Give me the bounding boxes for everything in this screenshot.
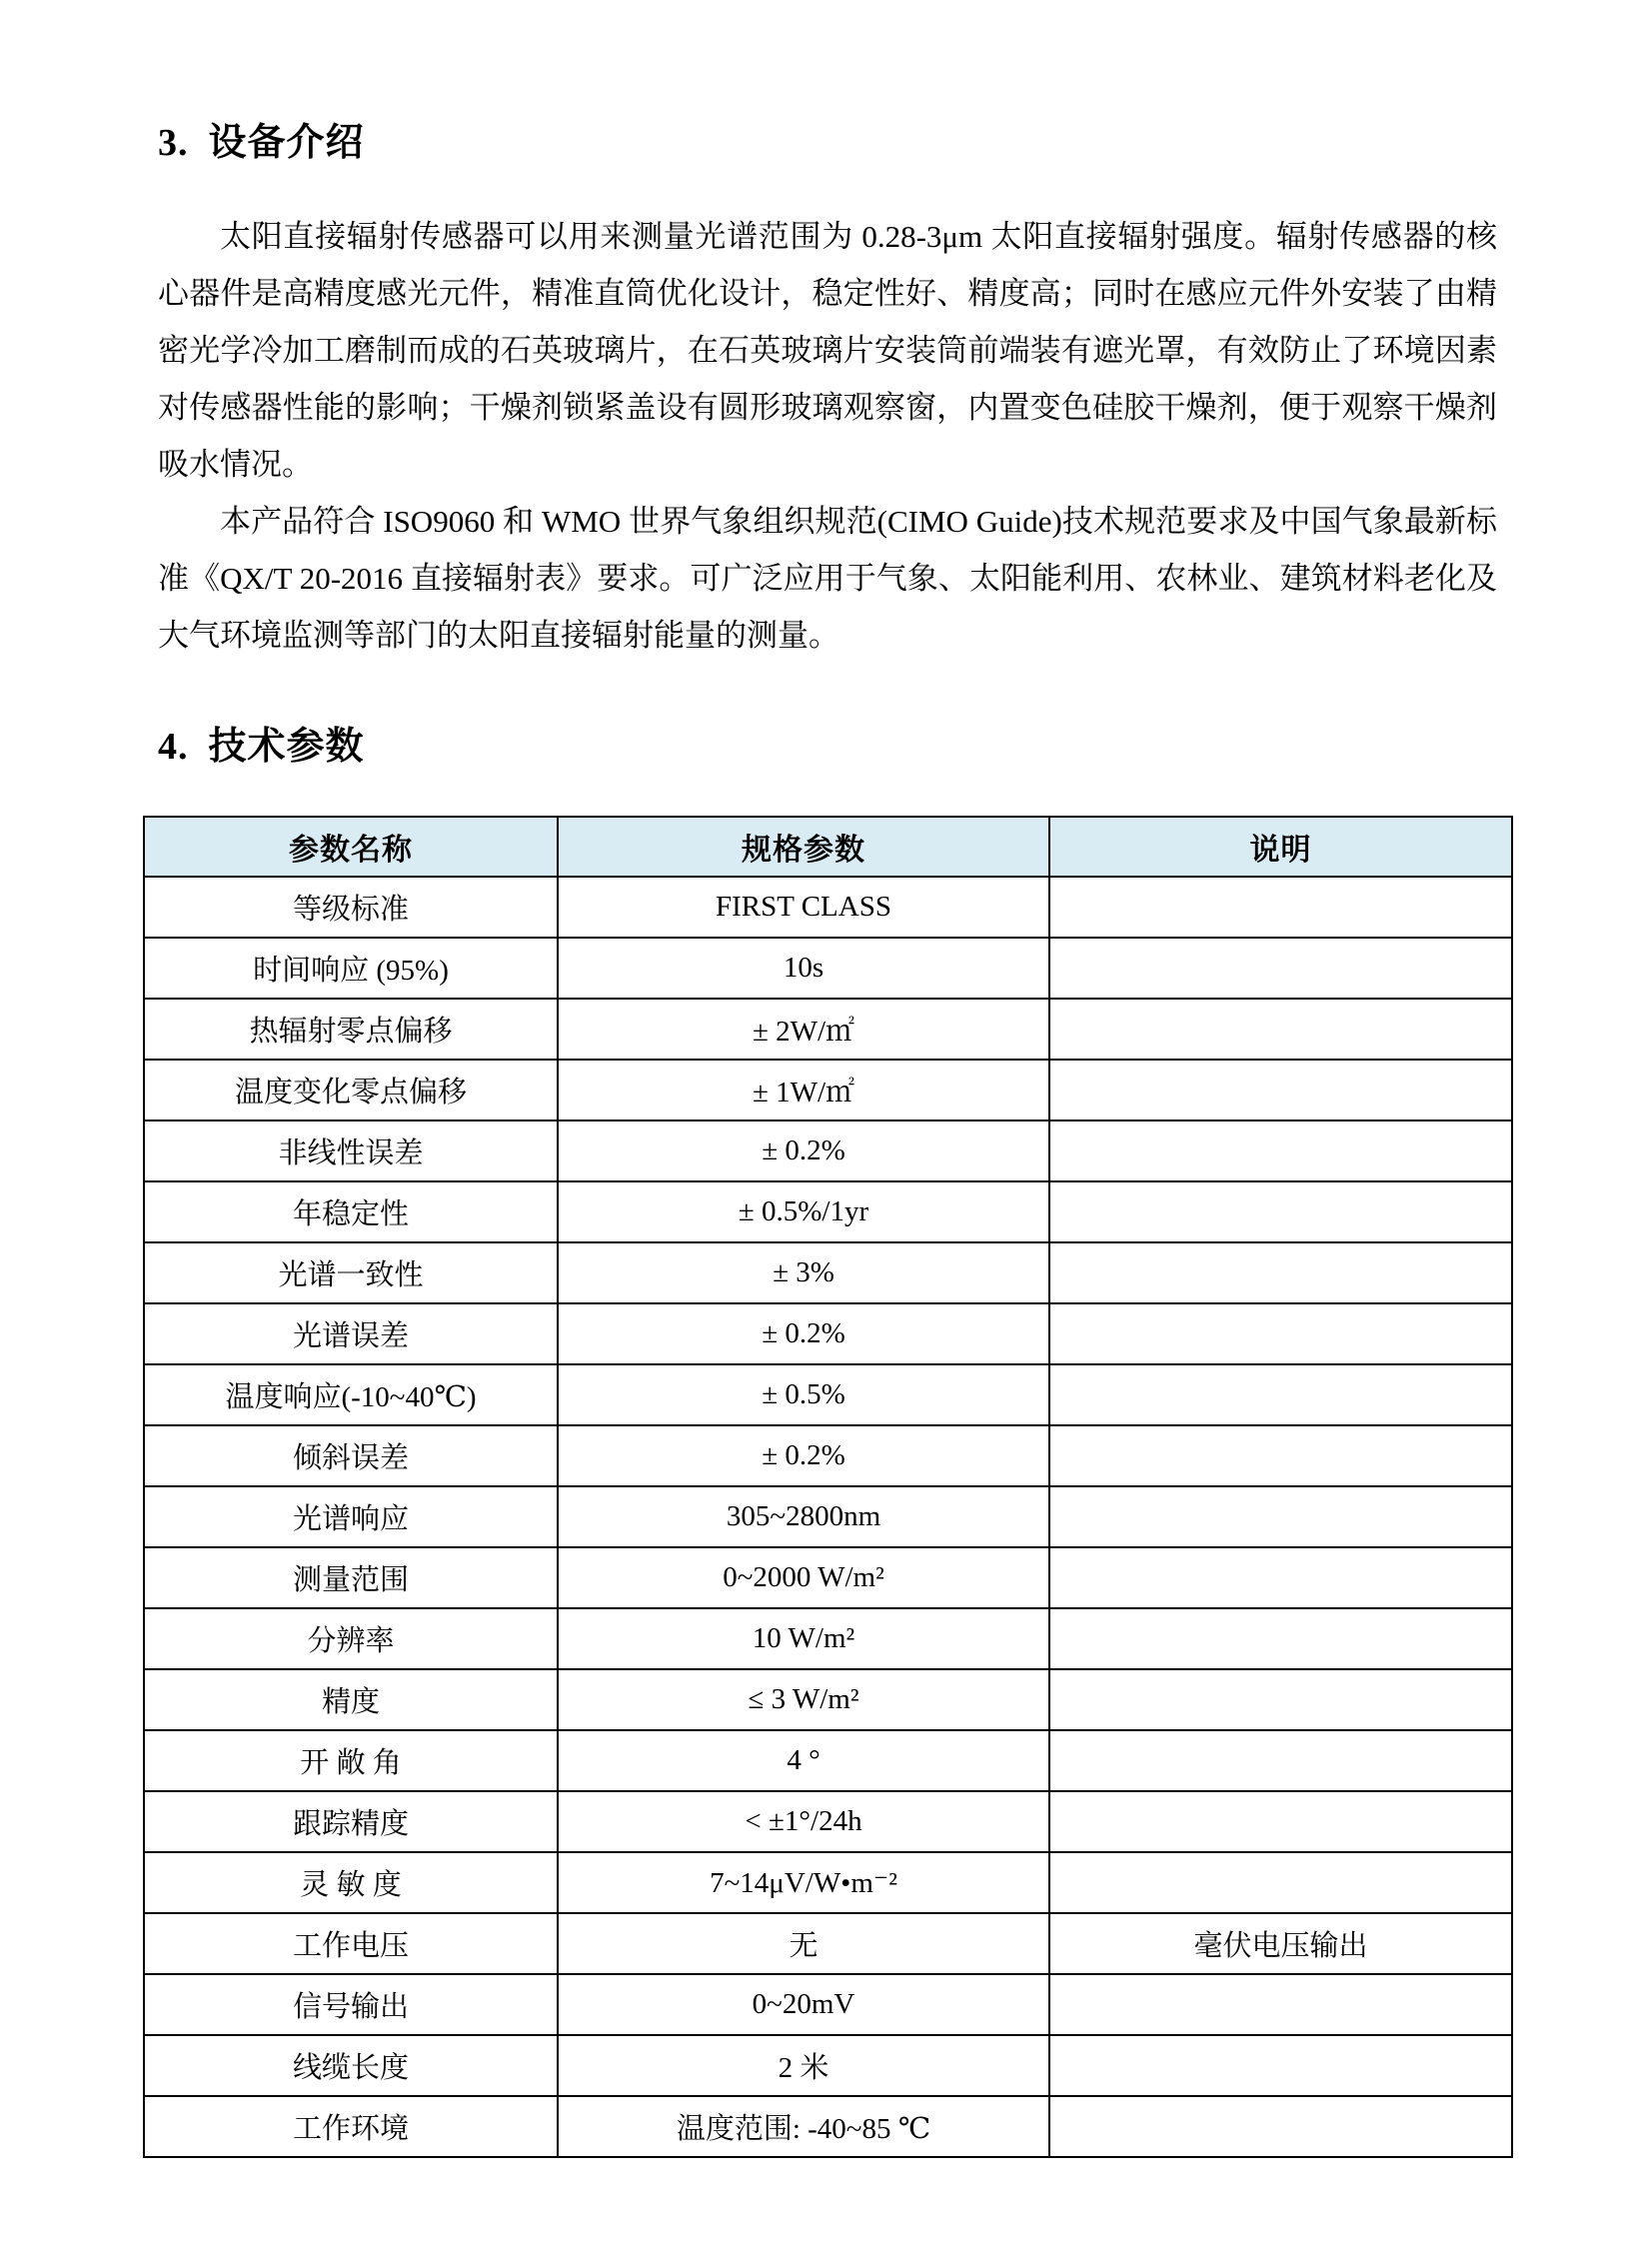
param-note-cell: 毫伏电压输出 — [1049, 1913, 1512, 1974]
table-row — [144, 1120, 1512, 1181]
param-spec-cell: ± 2W/㎡ — [558, 999, 1049, 1060]
table-row — [144, 1425, 1512, 1486]
param-note-cell — [1049, 1364, 1512, 1425]
param-note-cell — [1049, 1852, 1512, 1913]
param-note-cell — [1049, 1181, 1512, 1242]
param-note-cell — [1049, 1974, 1512, 2035]
param-note-cell — [1049, 938, 1512, 999]
param-name-cell: 工作环境 — [144, 2096, 558, 2157]
param-spec-cell: 无 — [558, 1913, 1049, 1974]
table-row — [144, 1608, 1512, 1669]
param-name-cell: 灵 敏 度 — [144, 1852, 558, 1913]
table-row — [144, 1181, 1512, 1242]
table-row — [144, 1547, 1512, 1608]
table-row — [144, 2096, 1512, 2157]
param-spec-cell: 2 米 — [558, 2035, 1049, 2096]
param-spec-cell: 0~2000 W/m² — [558, 1547, 1049, 1608]
param-note-cell — [1049, 1730, 1512, 1791]
param-spec-cell: FIRST CLASS — [558, 877, 1049, 938]
param-name-cell: 光谱误差 — [144, 1303, 558, 1364]
table-row — [144, 999, 1512, 1060]
param-name-cell: 温度响应(-10~40℃) — [144, 1364, 558, 1425]
section-4-number: 4. — [158, 726, 189, 768]
param-note-cell — [1049, 999, 1512, 1060]
section-3-title: 设备介绍 — [208, 122, 365, 164]
table-row — [144, 1730, 1512, 1791]
table-row — [144, 1486, 1512, 1547]
table-row — [144, 1669, 1512, 1730]
param-spec-cell: 4 ° — [558, 1730, 1049, 1791]
header-note: 说明 — [1049, 817, 1512, 877]
param-name-cell: 测量范围 — [144, 1547, 558, 1608]
param-name-cell: 等级标准 — [144, 877, 558, 938]
param-spec-cell: 7~14μV/W•m⁻² — [558, 1852, 1049, 1913]
param-note-cell — [1049, 877, 1512, 938]
param-note-cell — [1049, 2035, 1512, 2096]
table-row — [144, 1852, 1512, 1913]
param-name-cell: 跟踪精度 — [144, 1791, 558, 1852]
table-row — [144, 1364, 1512, 1425]
table-row — [144, 1060, 1512, 1120]
param-name-cell: 光谱一致性 — [144, 1242, 558, 1303]
param-note-cell — [1049, 1242, 1512, 1303]
table-row — [144, 1242, 1512, 1303]
param-note-cell — [1049, 1120, 1512, 1181]
param-note-cell — [1049, 1060, 1512, 1120]
table-row — [144, 938, 1512, 999]
param-spec-cell: 温度范围: -40~85 ℃ — [558, 2096, 1049, 2157]
param-note-cell — [1049, 1425, 1512, 1486]
param-spec-cell: < ±1°/24h — [558, 1791, 1049, 1852]
param-note-cell — [1049, 1547, 1512, 1608]
param-spec-cell: ± 0.2% — [558, 1425, 1049, 1486]
param-name-cell: 线缆长度 — [144, 2035, 558, 2096]
param-spec-cell: ± 0.5% — [558, 1364, 1049, 1425]
param-name-cell: 分辨率 — [144, 1608, 558, 1669]
intro-paragraph-1: 太阳直接辐射传感器可以用来测量光谱范围为 0.28-3μm 太阳直接辐射强度。辐射传感器的核心器件是高精度感光元件，精准直筒优化设计，稳定性好、精度高；同时在感应元件外安装了由精密光学冷加工磨制而成的石英玻璃片，在石英玻璃片安装筒前端装有遮光罩，有效防止了环境因素对传感器性能的影响；干燥剂锁紧盖设有圆形玻璃观察窗，内置变色硅胶干燥剂，便于观察干燥剂吸水情况。 — [158, 219, 1497, 482]
param-spec-cell: 0~20mV — [558, 1974, 1049, 2035]
param-name-cell: 开 敞 角 — [144, 1730, 558, 1791]
param-spec-cell: ≤ 3 W/m² — [558, 1669, 1049, 1730]
param-name-cell: 倾斜误差 — [144, 1425, 558, 1486]
intro-paragraph-2: 本产品符合 ISO9060 和 WMO 世界气象组织规范(CIMO Guide)技术规范要求及中国气象最新标准《QX/T 20-2016 直接辐射表》要求。可广泛应用于气象、太阳能利用、农林业、建筑材料老化及大气环境监测等部门的太阳直接辐射能量的测量。 — [158, 504, 1497, 653]
table-row — [144, 1913, 1512, 1974]
param-spec-cell: 10 W/m² — [558, 1608, 1049, 1669]
param-spec-cell: ± 0.5%/1yr — [558, 1181, 1049, 1242]
table-row — [144, 1974, 1512, 2035]
param-note-cell — [1049, 2096, 1512, 2157]
param-spec-cell: ± 0.2% — [558, 1303, 1049, 1364]
header-param-name: 参数名称 — [144, 817, 558, 877]
section-3-number: 3. — [158, 122, 189, 164]
param-note-cell — [1049, 1486, 1512, 1547]
spec-table-body — [144, 877, 1512, 2157]
param-name-cell: 非线性误差 — [144, 1120, 558, 1181]
param-note-cell — [1049, 1669, 1512, 1730]
param-name-cell: 工作电压 — [144, 1913, 558, 1974]
spec-table — [143, 816, 1513, 2158]
param-spec-cell: 10s — [558, 938, 1049, 999]
param-note-cell — [1049, 1303, 1512, 1364]
param-spec-cell: ± 1W/㎡ — [558, 1060, 1049, 1120]
table-row — [144, 1791, 1512, 1852]
table-row — [144, 2035, 1512, 2096]
param-spec-cell: 305~2800nm — [558, 1486, 1049, 1547]
section-3-heading — [158, 118, 1652, 168]
header-spec-value: 规格参数 — [558, 817, 1049, 877]
param-name-cell: 热辐射零点偏移 — [144, 999, 558, 1060]
section-4-heading — [158, 722, 1652, 772]
param-name-cell: 光谱响应 — [144, 1486, 558, 1547]
param-name-cell: 精度 — [144, 1669, 558, 1730]
param-spec-cell: ± 3% — [558, 1242, 1049, 1303]
spec-table-header-row — [144, 817, 1512, 877]
param-name-cell: 时间响应 (95%) — [144, 938, 558, 999]
section-3-body — [158, 208, 1497, 664]
section-4-title: 技术参数 — [208, 726, 365, 768]
param-note-cell — [1049, 1608, 1512, 1669]
param-spec-cell: ± 0.2% — [558, 1120, 1049, 1181]
param-name-cell: 信号输出 — [144, 1974, 558, 2035]
param-name-cell: 年稳定性 — [144, 1181, 558, 1242]
table-row — [144, 877, 1512, 938]
param-name-cell: 温度变化零点偏移 — [144, 1060, 558, 1120]
param-note-cell — [1049, 1791, 1512, 1852]
table-row — [144, 1303, 1512, 1364]
